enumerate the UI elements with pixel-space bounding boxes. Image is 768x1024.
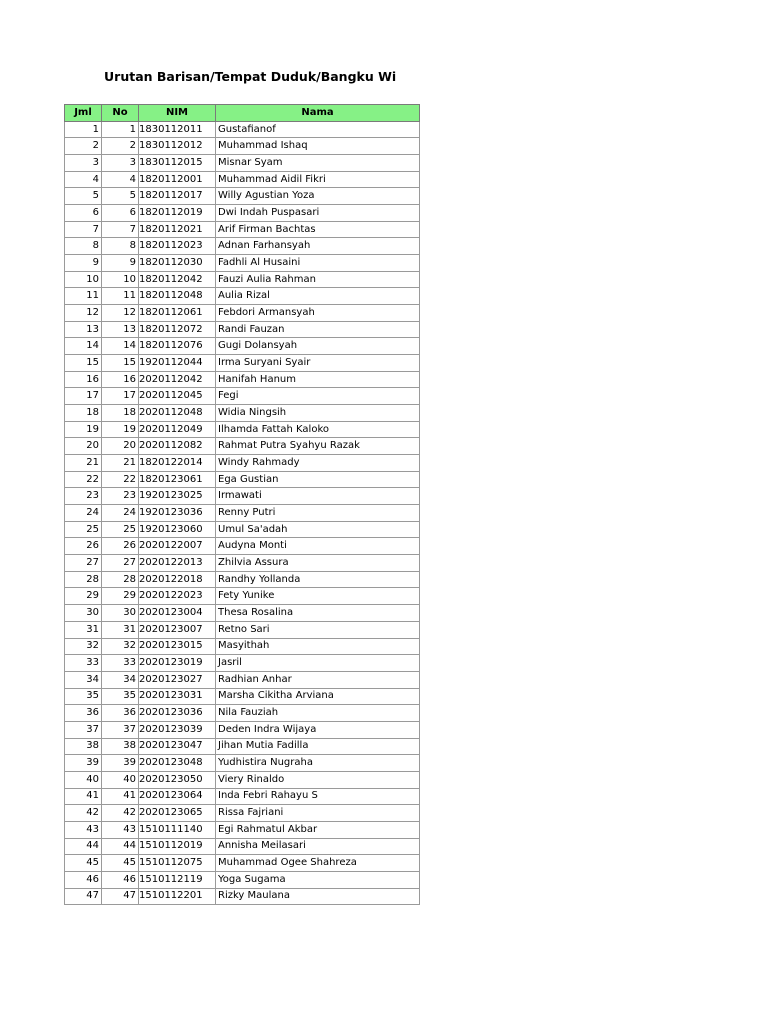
cell-no[interactable]: 32	[102, 638, 139, 655]
cell-nama[interactable]: Annisha Meilasari	[216, 838, 420, 855]
table-row	[65, 288, 420, 305]
cell-nama[interactable]: Muhammad Ishaq	[216, 138, 420, 155]
table-row	[65, 338, 420, 355]
cell-no[interactable]: 19	[102, 421, 139, 438]
cell-no[interactable]: 42	[102, 805, 139, 822]
cell-no[interactable]: 29	[102, 588, 139, 605]
cell-nama[interactable]: Renny Putri	[216, 505, 420, 522]
cell-no[interactable]: 36	[102, 705, 139, 722]
cell-no[interactable]: 40	[102, 771, 139, 788]
table-row	[65, 555, 420, 572]
cell-nama[interactable]: Yudhistira Nugraha	[216, 755, 420, 772]
cell-jml[interactable]: 17	[65, 388, 102, 405]
table-row	[65, 488, 420, 505]
cell-nama[interactable]: Umul Sa'adah	[216, 521, 420, 538]
cell-no[interactable]: 26	[102, 538, 139, 555]
cell-nama[interactable]: Zhilvia Assura	[216, 555, 420, 572]
cell-jml[interactable]: 21	[65, 455, 102, 472]
cell-nim[interactable]: 1820112021	[139, 221, 216, 238]
table-row	[65, 705, 420, 722]
cell-nama[interactable]: Misnar Syam	[216, 155, 420, 172]
cell-jml[interactable]: 7	[65, 221, 102, 238]
cell-no[interactable]: 11	[102, 288, 139, 305]
cell-nama[interactable]: Muhammad Aidil Fikri	[216, 171, 420, 188]
column-header-nama[interactable]: Nama	[216, 105, 420, 122]
table-row	[65, 871, 420, 888]
cell-jml[interactable]: 45	[65, 855, 102, 872]
cell-jml[interactable]: 40	[65, 771, 102, 788]
cell-nim[interactable]: 1510112201	[139, 888, 216, 905]
cell-nim[interactable]: 2020122013	[139, 555, 216, 572]
table-row	[65, 588, 420, 605]
cell-nim[interactable]: 2020112082	[139, 438, 216, 455]
cell-nama[interactable]: Muhammad Ogee Shahreza	[216, 855, 420, 872]
cell-nama[interactable]: Deden Indra Wijaya	[216, 721, 420, 738]
table-body	[65, 121, 420, 905]
cell-no[interactable]: 23	[102, 488, 139, 505]
cell-nama[interactable]: Gustafianof	[216, 121, 420, 138]
cell-jml[interactable]: 38	[65, 738, 102, 755]
cell-no[interactable]: 41	[102, 788, 139, 805]
table-row	[65, 571, 420, 588]
cell-nama[interactable]: Hanifah Hanum	[216, 371, 420, 388]
cell-nim[interactable]: 2020123065	[139, 805, 216, 822]
cell-nim[interactable]: 2020123019	[139, 655, 216, 672]
cell-jml[interactable]: 26	[65, 538, 102, 555]
cell-nim[interactable]: 1820112019	[139, 205, 216, 222]
cell-nama[interactable]: Rissa Fajriani	[216, 805, 420, 822]
table-row	[65, 138, 420, 155]
table-row	[65, 638, 420, 655]
table-row	[65, 821, 420, 838]
cell-nama[interactable]: Arif Firman Bachtas	[216, 221, 420, 238]
cell-nim[interactable]: 2020123064	[139, 788, 216, 805]
cell-nim[interactable]: 2020122018	[139, 571, 216, 588]
table-row	[65, 505, 420, 522]
cell-nama[interactable]: Thesa Rosalina	[216, 605, 420, 622]
cell-jml[interactable]: 30	[65, 605, 102, 622]
table-row	[65, 521, 420, 538]
cell-no[interactable]: 15	[102, 355, 139, 372]
cell-nim[interactable]: 1830112015	[139, 155, 216, 172]
student-table	[64, 104, 420, 905]
cell-nim[interactable]: 2020122007	[139, 538, 216, 555]
cell-no[interactable]: 28	[102, 571, 139, 588]
cell-jml[interactable]: 43	[65, 821, 102, 838]
cell-jml[interactable]: 36	[65, 705, 102, 722]
cell-nama[interactable]: Gugi Dolansyah	[216, 338, 420, 355]
cell-jml[interactable]: 46	[65, 871, 102, 888]
cell-jml[interactable]: 27	[65, 555, 102, 572]
cell-nama[interactable]: Fety Yunike	[216, 588, 420, 605]
cell-jml[interactable]: 41	[65, 788, 102, 805]
table-row	[65, 188, 420, 205]
cell-no[interactable]: 2	[102, 138, 139, 155]
cell-nama[interactable]: Dwi Indah Puspasari	[216, 205, 420, 222]
cell-no[interactable]: 3	[102, 155, 139, 172]
cell-nim[interactable]: 1820112042	[139, 271, 216, 288]
cell-no[interactable]: 39	[102, 755, 139, 772]
cell-nama[interactable]: Ilhamda Fattah Kaloko	[216, 421, 420, 438]
table-row	[65, 655, 420, 672]
cell-no[interactable]: 34	[102, 671, 139, 688]
cell-nama[interactable]: Aulia Rizal	[216, 288, 420, 305]
cell-nim[interactable]: 2020112048	[139, 405, 216, 422]
cell-nim[interactable]: 2020123031	[139, 688, 216, 705]
cell-nim[interactable]: 1830112012	[139, 138, 216, 155]
cell-nim[interactable]: 2020123036	[139, 705, 216, 722]
cell-nama[interactable]: Adnan Farhansyah	[216, 238, 420, 255]
cell-no[interactable]: 18	[102, 405, 139, 422]
cell-nama[interactable]: Audyna Monti	[216, 538, 420, 555]
cell-nim[interactable]: 1510112119	[139, 871, 216, 888]
table-row	[65, 421, 420, 438]
table-row	[65, 805, 420, 822]
cell-no[interactable]: 35	[102, 688, 139, 705]
table-row	[65, 171, 420, 188]
cell-no[interactable]: 30	[102, 605, 139, 622]
cell-nama[interactable]: Ega Gustian	[216, 471, 420, 488]
cell-no[interactable]: 33	[102, 655, 139, 672]
table-row	[65, 255, 420, 272]
column-header-no[interactable]: No	[102, 105, 139, 122]
cell-no[interactable]: 24	[102, 505, 139, 522]
cell-jml[interactable]: 47	[65, 888, 102, 905]
cell-nama[interactable]: Egi Rahmatul Akbar	[216, 821, 420, 838]
cell-nim[interactable]: 2020123015	[139, 638, 216, 655]
cell-nim[interactable]: 2020123050	[139, 771, 216, 788]
cell-jml[interactable]: 3	[65, 155, 102, 172]
cell-nama[interactable]: Retno Sari	[216, 621, 420, 638]
cell-jml[interactable]: 22	[65, 471, 102, 488]
table-row	[65, 621, 420, 638]
cell-jml[interactable]: 31	[65, 621, 102, 638]
cell-nim[interactable]: 2020123048	[139, 755, 216, 772]
cell-jml[interactable]: 19	[65, 421, 102, 438]
table-row	[65, 888, 420, 905]
cell-nim[interactable]: 1820123061	[139, 471, 216, 488]
table-row	[65, 755, 420, 772]
cell-no[interactable]: 17	[102, 388, 139, 405]
cell-no[interactable]: 37	[102, 721, 139, 738]
cell-jml[interactable]: 5	[65, 188, 102, 205]
cell-no[interactable]: 7	[102, 221, 139, 238]
cell-no[interactable]: 22	[102, 471, 139, 488]
cell-no[interactable]: 16	[102, 371, 139, 388]
cell-nama[interactable]: Widia Ningsih	[216, 405, 420, 422]
table-row	[65, 371, 420, 388]
cell-no[interactable]: 44	[102, 838, 139, 855]
cell-jml[interactable]: 18	[65, 405, 102, 422]
cell-nama[interactable]: Rahmat Putra Syahyu Razak	[216, 438, 420, 455]
cell-nama[interactable]: Jasril	[216, 655, 420, 672]
cell-nim[interactable]: 2020123047	[139, 738, 216, 755]
cell-nim[interactable]: 1820122014	[139, 455, 216, 472]
cell-nim[interactable]: 2020122023	[139, 588, 216, 605]
cell-jml[interactable]: 2	[65, 138, 102, 155]
cell-nim[interactable]: 1920123060	[139, 521, 216, 538]
cell-nim[interactable]: 1820112023	[139, 238, 216, 255]
cell-nim[interactable]: 1920123025	[139, 488, 216, 505]
cell-jml[interactable]: 16	[65, 371, 102, 388]
cell-no[interactable]: 10	[102, 271, 139, 288]
cell-nama[interactable]: Inda Febri Rahayu S	[216, 788, 420, 805]
cell-jml[interactable]: 10	[65, 271, 102, 288]
cell-jml[interactable]: 12	[65, 305, 102, 322]
table-row	[65, 471, 420, 488]
cell-jml[interactable]: 8	[65, 238, 102, 255]
cell-jml[interactable]: 11	[65, 288, 102, 305]
cell-nama[interactable]: Irmawati	[216, 488, 420, 505]
table-row	[65, 438, 420, 455]
cell-jml[interactable]: 44	[65, 838, 102, 855]
cell-nim[interactable]: 2020123007	[139, 621, 216, 638]
cell-nama[interactable]: Rizky Maulana	[216, 888, 420, 905]
cell-nama[interactable]: Yoga Sugama	[216, 871, 420, 888]
cell-no[interactable]: 31	[102, 621, 139, 638]
cell-no[interactable]: 21	[102, 455, 139, 472]
cell-jml[interactable]: 35	[65, 688, 102, 705]
cell-jml[interactable]: 14	[65, 338, 102, 355]
table-row	[65, 771, 420, 788]
table-row	[65, 221, 420, 238]
cell-jml[interactable]: 6	[65, 205, 102, 222]
cell-no[interactable]: 14	[102, 338, 139, 355]
table-row	[65, 405, 420, 422]
cell-no[interactable]: 27	[102, 555, 139, 572]
cell-jml[interactable]: 1	[65, 121, 102, 138]
page-title: Urutan Barisan/Tempat Duduk/Bangku Wi	[104, 69, 397, 84]
cell-jml[interactable]: 20	[65, 438, 102, 455]
cell-nama[interactable]: Fadhli Al Husaini	[216, 255, 420, 272]
cell-nim[interactable]: 1820112076	[139, 338, 216, 355]
cell-nim[interactable]: 1920112044	[139, 355, 216, 372]
cell-nim[interactable]: 1510111140	[139, 821, 216, 838]
table-row	[65, 355, 420, 372]
cell-no[interactable]: 46	[102, 871, 139, 888]
cell-jml[interactable]: 24	[65, 505, 102, 522]
cell-nama[interactable]: Irma Suryani Syair	[216, 355, 420, 372]
cell-no[interactable]: 9	[102, 255, 139, 272]
table-row	[65, 205, 420, 222]
cell-no[interactable]: 25	[102, 521, 139, 538]
cell-nim[interactable]: 1820112001	[139, 171, 216, 188]
table-row	[65, 388, 420, 405]
cell-jml[interactable]: 15	[65, 355, 102, 372]
cell-nama[interactable]: Marsha Cikitha Arviana	[216, 688, 420, 705]
cell-jml[interactable]: 28	[65, 571, 102, 588]
cell-jml[interactable]: 4	[65, 171, 102, 188]
table-row	[65, 721, 420, 738]
cell-nim[interactable]: 2020112045	[139, 388, 216, 405]
cell-nim[interactable]: 1820112048	[139, 288, 216, 305]
cell-nama[interactable]: Fegi	[216, 388, 420, 405]
cell-nama[interactable]: Viery Rinaldo	[216, 771, 420, 788]
cell-no[interactable]: 12	[102, 305, 139, 322]
cell-no[interactable]: 38	[102, 738, 139, 755]
cell-no[interactable]: 4	[102, 171, 139, 188]
cell-nim[interactable]: 2020112042	[139, 371, 216, 388]
cell-nim[interactable]: 2020112049	[139, 421, 216, 438]
cell-nama[interactable]: Randi Fauzan	[216, 321, 420, 338]
cell-nama[interactable]: Jihan Mutia Fadilla	[216, 738, 420, 755]
cell-jml[interactable]: 29	[65, 588, 102, 605]
table-row	[65, 238, 420, 255]
cell-jml[interactable]: 34	[65, 671, 102, 688]
table-header-row	[65, 105, 420, 122]
table-row	[65, 738, 420, 755]
cell-nama[interactable]: Fauzi Aulia Rahman	[216, 271, 420, 288]
cell-no[interactable]: 43	[102, 821, 139, 838]
table-row	[65, 838, 420, 855]
cell-no[interactable]: 20	[102, 438, 139, 455]
cell-nama[interactable]: Willy Agustian Yoza	[216, 188, 420, 205]
table-row	[65, 538, 420, 555]
cell-nim[interactable]: 1820112017	[139, 188, 216, 205]
column-header-nim[interactable]: NIM	[139, 105, 216, 122]
cell-nim[interactable]: 1510112019	[139, 838, 216, 855]
column-header-jml[interactable]: Jml	[65, 105, 102, 122]
cell-nama[interactable]: Febdori Armansyah	[216, 305, 420, 322]
cell-jml[interactable]: 32	[65, 638, 102, 655]
cell-nama[interactable]: Nila Fauziah	[216, 705, 420, 722]
cell-jml[interactable]: 37	[65, 721, 102, 738]
table-row	[65, 121, 420, 138]
cell-no[interactable]: 5	[102, 188, 139, 205]
cell-nim[interactable]: 1830112011	[139, 121, 216, 138]
cell-nama[interactable]: Masyithah	[216, 638, 420, 655]
table-row	[65, 855, 420, 872]
table-row	[65, 155, 420, 172]
cell-jml[interactable]: 42	[65, 805, 102, 822]
cell-nim[interactable]: 2020123004	[139, 605, 216, 622]
cell-no[interactable]: 47	[102, 888, 139, 905]
cell-no[interactable]: 13	[102, 321, 139, 338]
table-row	[65, 788, 420, 805]
table-row	[65, 605, 420, 622]
cell-nama[interactable]: Randhy Yollanda	[216, 571, 420, 588]
cell-nama[interactable]: Windy Rahmady	[216, 455, 420, 472]
cell-no[interactable]: 45	[102, 855, 139, 872]
table-row	[65, 305, 420, 322]
cell-nama[interactable]: Radhian Anhar	[216, 671, 420, 688]
cell-nim[interactable]: 1820112072	[139, 321, 216, 338]
cell-jml[interactable]: 23	[65, 488, 102, 505]
table-row	[65, 455, 420, 472]
cell-nim[interactable]: 2020123027	[139, 671, 216, 688]
table-row	[65, 671, 420, 688]
cell-no[interactable]: 8	[102, 238, 139, 255]
cell-jml[interactable]: 13	[65, 321, 102, 338]
cell-nim[interactable]: 1820112030	[139, 255, 216, 272]
cell-jml[interactable]: 39	[65, 755, 102, 772]
cell-no[interactable]: 1	[102, 121, 139, 138]
table-row	[65, 688, 420, 705]
cell-nim[interactable]: 1920123036	[139, 505, 216, 522]
cell-no[interactable]: 6	[102, 205, 139, 222]
cell-nim[interactable]: 1820112061	[139, 305, 216, 322]
cell-jml[interactable]: 25	[65, 521, 102, 538]
cell-jml[interactable]: 9	[65, 255, 102, 272]
cell-nim[interactable]: 2020123039	[139, 721, 216, 738]
cell-nim[interactable]: 1510112075	[139, 855, 216, 872]
table-row	[65, 321, 420, 338]
table-row	[65, 271, 420, 288]
cell-jml[interactable]: 33	[65, 655, 102, 672]
